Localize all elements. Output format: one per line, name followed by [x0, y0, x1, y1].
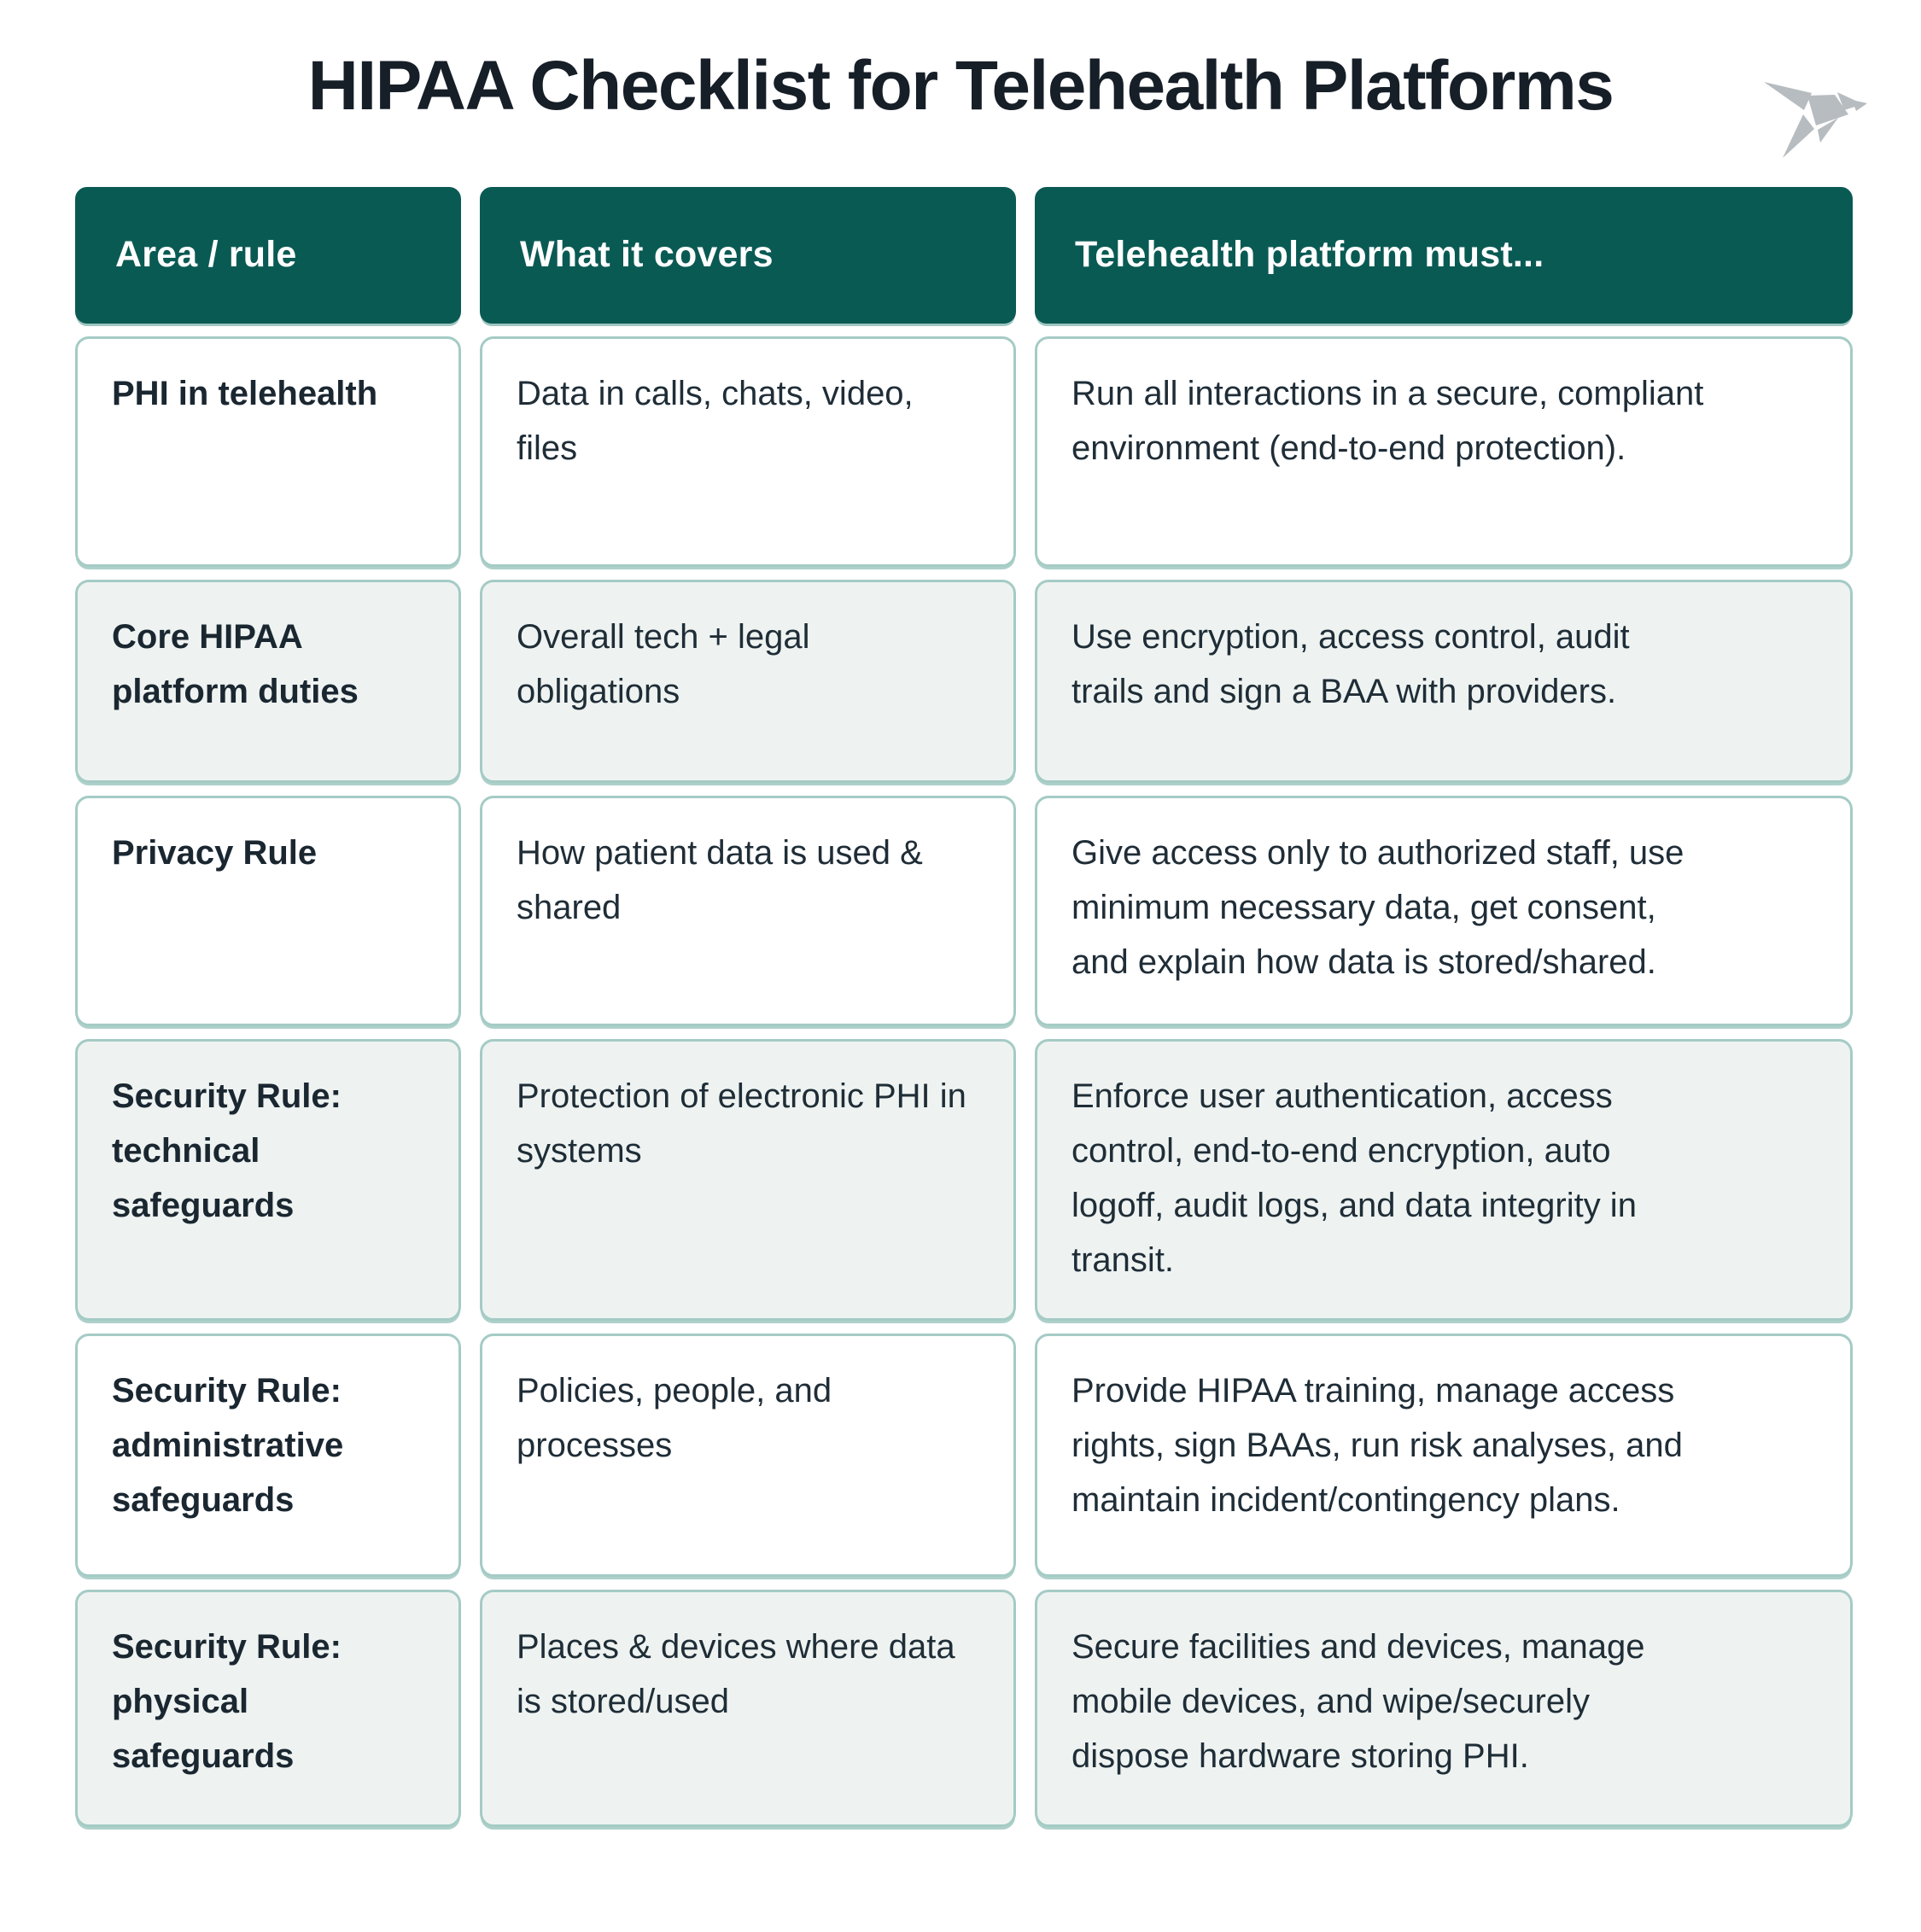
page-title: HIPAA Checklist for Telehealth Platforms	[307, 47, 1614, 125]
row-2-must-text: Use encryption, access control, audit trails and sign a BAA with providers.	[1071, 617, 1630, 710]
header-cell-area	[75, 187, 461, 324]
row-4-area-cell	[75, 1039, 461, 1321]
row-2-covers-cell	[480, 580, 1016, 783]
row-3-area-text: Privacy Rule	[112, 833, 318, 872]
row-4-area-text: Security Rule: technical safeguards	[112, 1077, 342, 1224]
row-6-area-text: Security Rule: physical safeguards	[112, 1627, 342, 1775]
row-2-area-cell	[75, 580, 461, 783]
row-6-area-cell	[75, 1590, 461, 1827]
row-4-must-cell	[1035, 1039, 1853, 1321]
row-5-must-cell	[1035, 1334, 1853, 1577]
row-2-covers-text: Overall tech + legal obligations	[517, 617, 810, 710]
header-label-area: Area / rule	[115, 234, 297, 275]
row-3-covers-cell	[480, 796, 1016, 1026]
row-5-area-cell	[75, 1334, 461, 1577]
row-1-must-text: Run all interactions in a secure, compliant environment (end-to-end protection).	[1071, 374, 1704, 467]
row-6-covers-cell	[480, 1590, 1016, 1827]
row-4-covers-cell	[480, 1039, 1016, 1321]
row-1-covers-cell	[480, 336, 1016, 567]
row-3-area-cell	[75, 796, 461, 1026]
row-6-must-cell	[1035, 1590, 1853, 1827]
row-3-must-text: Give access only to authorized staff, use minimum necessary data, get consent, and explain how data is stored/shared.	[1071, 833, 1685, 981]
row-1-area-cell	[75, 336, 461, 567]
row-6-covers-text: Places & devices where data is stored/used	[517, 1627, 955, 1720]
row-5-must-text: Provide HIPAA training, manage access rights, sign BAAs, run risk analyses, and maintain incident/contingency plans.	[1071, 1371, 1683, 1519]
header-cell-must	[1035, 187, 1853, 324]
row-4-covers-text: Protection of electronic PHI in systems	[517, 1077, 966, 1170]
header-cell-covers	[480, 187, 1016, 324]
row-3-must-cell	[1035, 796, 1853, 1026]
row-2-area-text: Core HIPAA platform duties	[112, 617, 359, 710]
row-1-covers-text: Data in calls, chats, video, files	[517, 374, 914, 467]
row-1-must-cell	[1035, 336, 1853, 567]
row-4-must-text: Enforce user authentication, access control, end-to-end encryption, auto logoff, audit logs, and data integrity in transit.	[1071, 1077, 1637, 1279]
row-2-must-cell	[1035, 580, 1853, 783]
header-label-must: Telehealth platform must...	[1075, 234, 1544, 275]
row-5-covers-text: Policies, people, and processes	[517, 1371, 832, 1464]
row-3-covers-text: How patient data is used & shared	[517, 833, 923, 926]
row-5-covers-cell	[480, 1334, 1016, 1577]
row-1-area-text: PHI in telehealth	[112, 374, 378, 412]
header-label-covers: What it covers	[520, 234, 774, 275]
row-5-area-text: Security Rule: administrative safeguards	[112, 1371, 344, 1519]
bird-logo-icon	[1728, 61, 1899, 181]
checklist-table	[75, 187, 1856, 1827]
row-6-must-text: Secure facilities and devices, manage mobile devices, and wipe/securely dispose hardware storing PHI.	[1071, 1627, 1645, 1775]
